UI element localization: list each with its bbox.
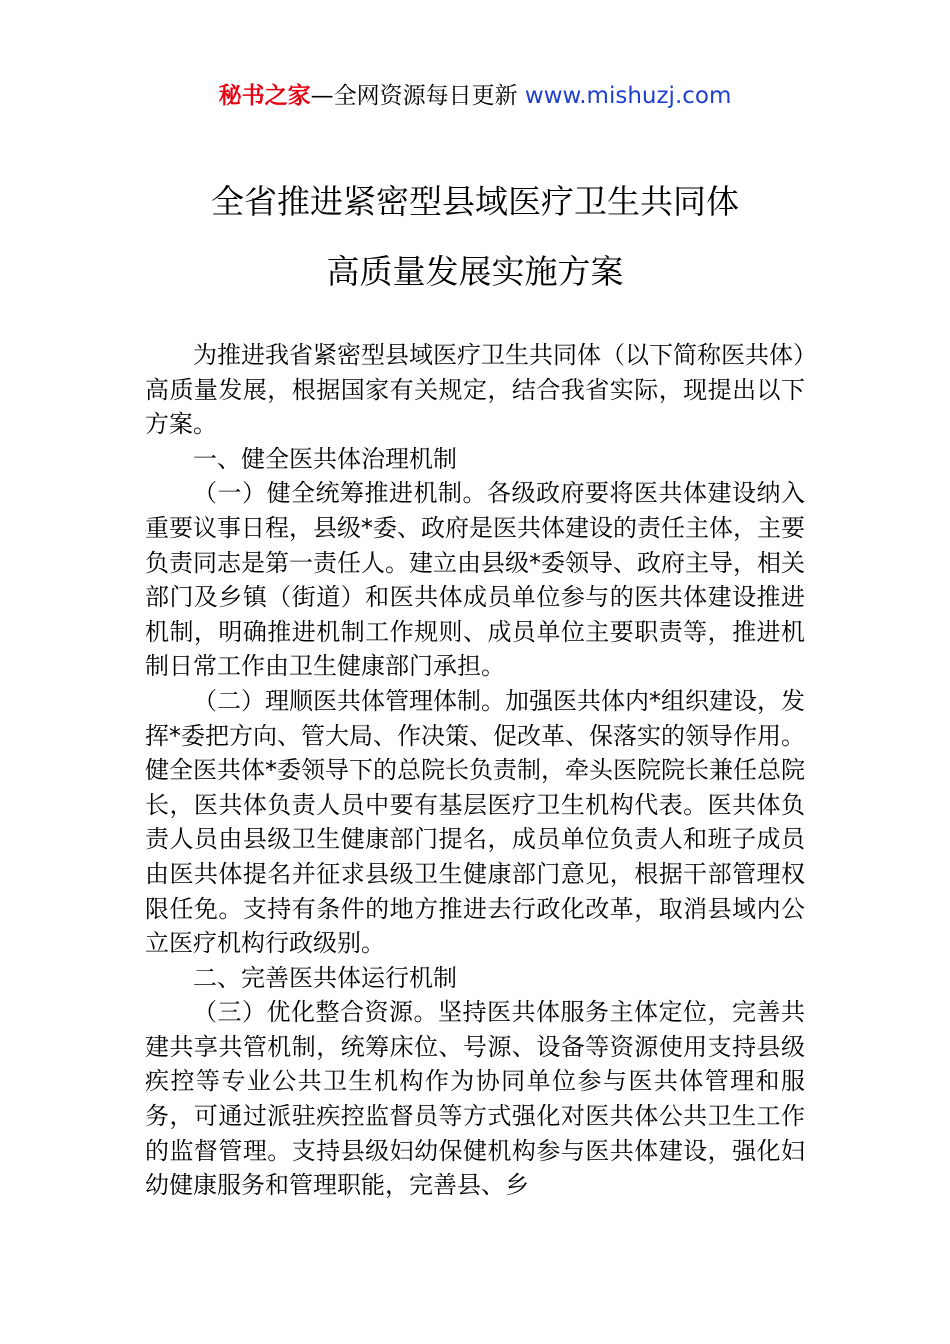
- document-title-line-2: 高质量发展实施方案: [326, 252, 624, 291]
- paragraph-item-3: （三）优化整合资源。坚持医共体服务主体定位，完善共建共享共管机制，统筹床位、号源、设备等资源使用支持县级疾控等专业公共卫生机构作为协同单位参与医共体管理和服务，可通过派驻疾控监督员等方式强化对医共体公共卫生工作的监督管理。支持县级妇幼保健机构参与医共体建设，强化妇幼健康服务和管理职能，完善县、乡: [145, 998, 805, 1200]
- intro-paragraph: 为推进我省紧密型县域医疗卫生共同体（以下简称医共体）高质量发展，根据国家有关规定，结合我省实际，现提出以下方案。: [145, 341, 805, 439]
- section-heading-2: 二、完善医共体运行机制: [193, 963, 457, 992]
- paragraph-item-2: （二）理顺医共体管理体制。加强医共体内*组织建设，发挥*委把方向、管大局、作决策、促改革、保落实的领导作用。健全医共体*委领导下的总院长负责制，牵头医院院长兼任总院长，医共体负责人员中要有基层医疗卫生机构代表。医共体负责人员由县级卫生健康部门提名，成员单位负责人和班子成员由医共体提名并征求县级卫生健康部门意见，根据干部管理权限任免。支持有条件的地方推进去行政化改革，取消县域内公立医疗机构行政级别。: [145, 686, 805, 958]
- site-tagline: —全网资源每日更新: [310, 83, 518, 109]
- site-url-link[interactable]: www.mishuzj.com: [524, 83, 732, 109]
- section-heading-1: 一、健全医共体治理机制: [193, 444, 457, 473]
- document-body: [145, 338, 805, 1203]
- paragraph-item-1: （一）健全统筹推进机制。各级政府要将医共体建设纳入重要议事日程，县级*委、政府是医共体建设的责任主体，主要负责同志是第一责任人。建立由县级*委领导、政府主导，相关部门及乡镇（街道）和医共体成员单位参与的医共体建设推进机制，明确推进机制工作规则、成员单位主要职责等，推进机制日常工作由卫生健康部门承担。: [145, 479, 805, 681]
- site-brand: 秘书之家: [218, 83, 311, 109]
- site-header: [0, 80, 950, 112]
- document-title-line-1: 全省推进紧密型县域医疗卫生共同体: [211, 182, 739, 221]
